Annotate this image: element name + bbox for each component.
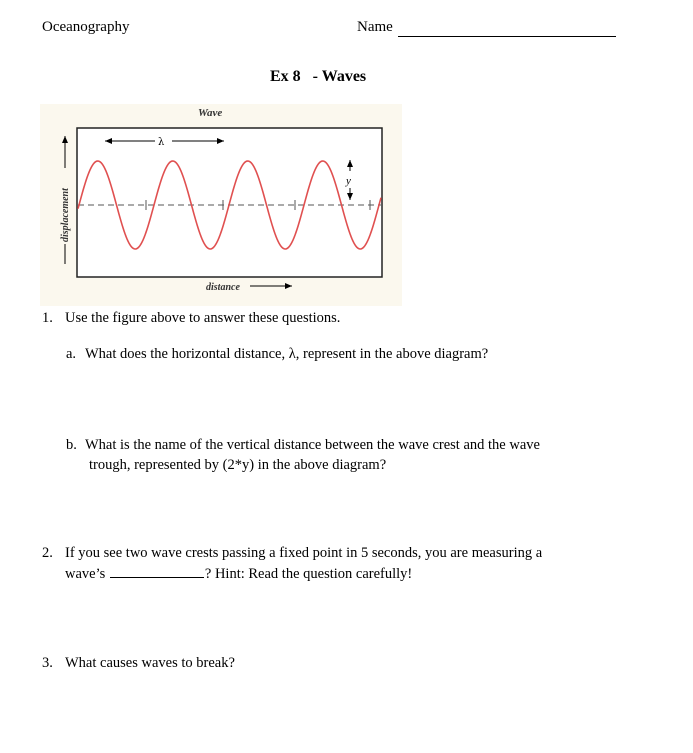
wave-diagram	[40, 104, 402, 306]
question-1b-text-line1: What is the name of the vertical distance between the wave crest and the wave	[85, 437, 540, 453]
exercise-topic: - Waves	[312, 68, 367, 85]
question-3	[42, 655, 235, 672]
question-2-text-after-blank: ? Hint: Read the question carefully!	[204, 566, 413, 582]
question-1b-text-line2: trough, represented by (2*y) in the above diagram?	[89, 457, 387, 473]
question-2-line1	[42, 545, 542, 562]
question-2-line2	[65, 565, 412, 583]
question-1a-number: a.	[66, 346, 77, 362]
exercise-title	[270, 68, 366, 86]
name-blank-line[interactable]	[398, 36, 616, 37]
question-1	[42, 310, 340, 327]
name-label: Name	[357, 19, 393, 35]
question-1a-text: What does the horizontal distance, λ, represent in the above diagram?	[85, 346, 489, 362]
course-title: Oceanography	[42, 19, 130, 35]
x-axis-label: distance	[206, 282, 240, 293]
question-3-text: What causes waves to break?	[65, 655, 235, 671]
question-2-text-line1: If you see two wave crests passing a fixed point in 5 seconds, you are measuring a	[65, 545, 543, 561]
figure-title: Wave	[198, 107, 223, 119]
question-1b-number: b.	[66, 437, 77, 453]
question-2-answer-blank[interactable]	[110, 565, 204, 578]
question-1-number: 1.	[42, 310, 53, 326]
amplitude-symbol: y	[346, 175, 351, 187]
question-2-number: 2.	[42, 545, 53, 561]
question-1-text: Use the figure above to answer these questions.	[65, 310, 341, 326]
question-1a	[66, 346, 488, 363]
question-2-text-before-blank: wave’s	[65, 566, 106, 582]
question-3-number: 3.	[42, 655, 53, 671]
question-1b-line1	[66, 437, 540, 454]
wavelength-symbol: λ	[158, 137, 165, 148]
y-axis-label: displacement	[60, 188, 71, 242]
exercise-number: Ex 8	[270, 68, 301, 85]
